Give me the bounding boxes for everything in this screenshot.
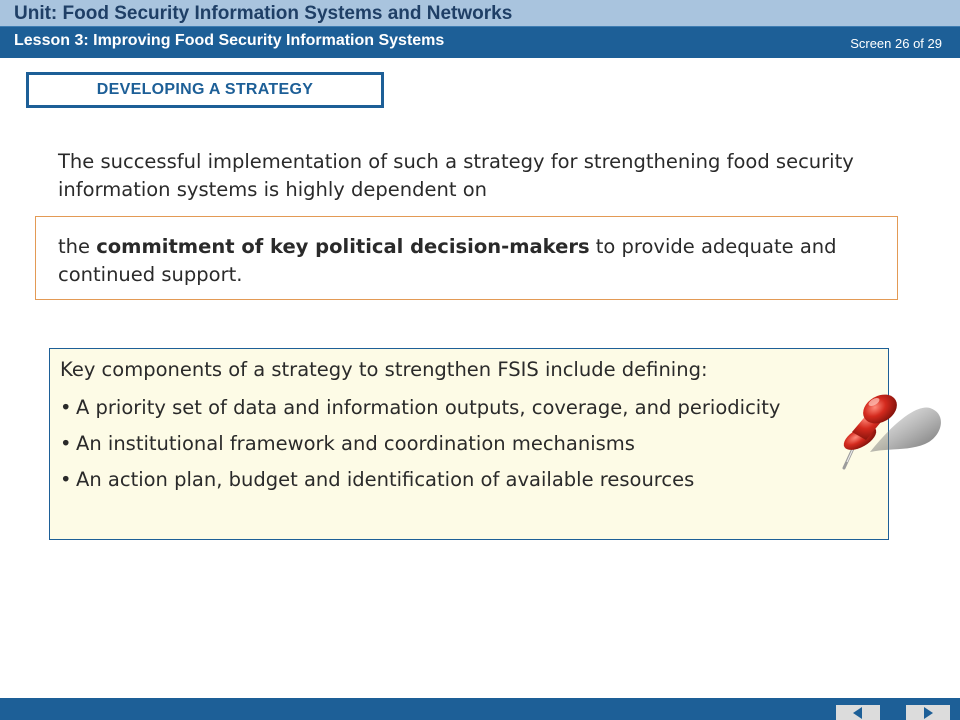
back-button[interactable] bbox=[836, 705, 880, 720]
next-button[interactable] bbox=[906, 705, 950, 720]
list-item-text: An institutional framework and coordination mechanisms bbox=[76, 432, 635, 455]
list-item-text: A priority set of data and information outputs, coverage, and periodicity bbox=[76, 396, 781, 419]
intro-paragraph: The successful implementation of such a strategy for strengthening food security information systems is highly dependent on bbox=[58, 150, 854, 201]
next-arrow-icon bbox=[919, 706, 937, 720]
section-title: DEVELOPING A STRATEGY bbox=[29, 75, 381, 105]
list-item bbox=[60, 467, 850, 493]
commitment-text bbox=[58, 233, 878, 289]
section-title-box bbox=[26, 72, 384, 108]
push-pin-icon bbox=[830, 382, 948, 478]
screen-counter: Screen 26 of 29 bbox=[850, 36, 942, 51]
commitment-suffix: to provide adequate and continued support. bbox=[58, 235, 837, 286]
commitment-box bbox=[35, 216, 898, 300]
commitment-prefix: the bbox=[58, 235, 97, 258]
list-item bbox=[60, 395, 850, 421]
key-components-intro: Key components of a strategy to strengthen FSIS include defining: bbox=[60, 358, 708, 381]
footer-bar bbox=[0, 698, 960, 720]
bullet: • bbox=[60, 396, 72, 419]
unit-header-bar bbox=[0, 0, 960, 26]
lesson-title: Lesson 3: Improving Food Security Information Systems bbox=[14, 32, 445, 49]
lesson-header-bar bbox=[0, 26, 960, 58]
back-arrow-icon bbox=[849, 706, 867, 720]
key-components-box bbox=[49, 348, 889, 540]
unit-title: Unit: Food Security Information Systems and Networks bbox=[14, 3, 513, 24]
commitment-emphasis: commitment of key political decision-makers bbox=[96, 235, 590, 258]
key-components-list bbox=[60, 395, 850, 503]
list-item bbox=[60, 431, 850, 457]
list-item-text: An action plan, budget and identification of available resources bbox=[76, 468, 695, 491]
bullet: • bbox=[60, 468, 72, 491]
bullet: • bbox=[60, 432, 72, 455]
